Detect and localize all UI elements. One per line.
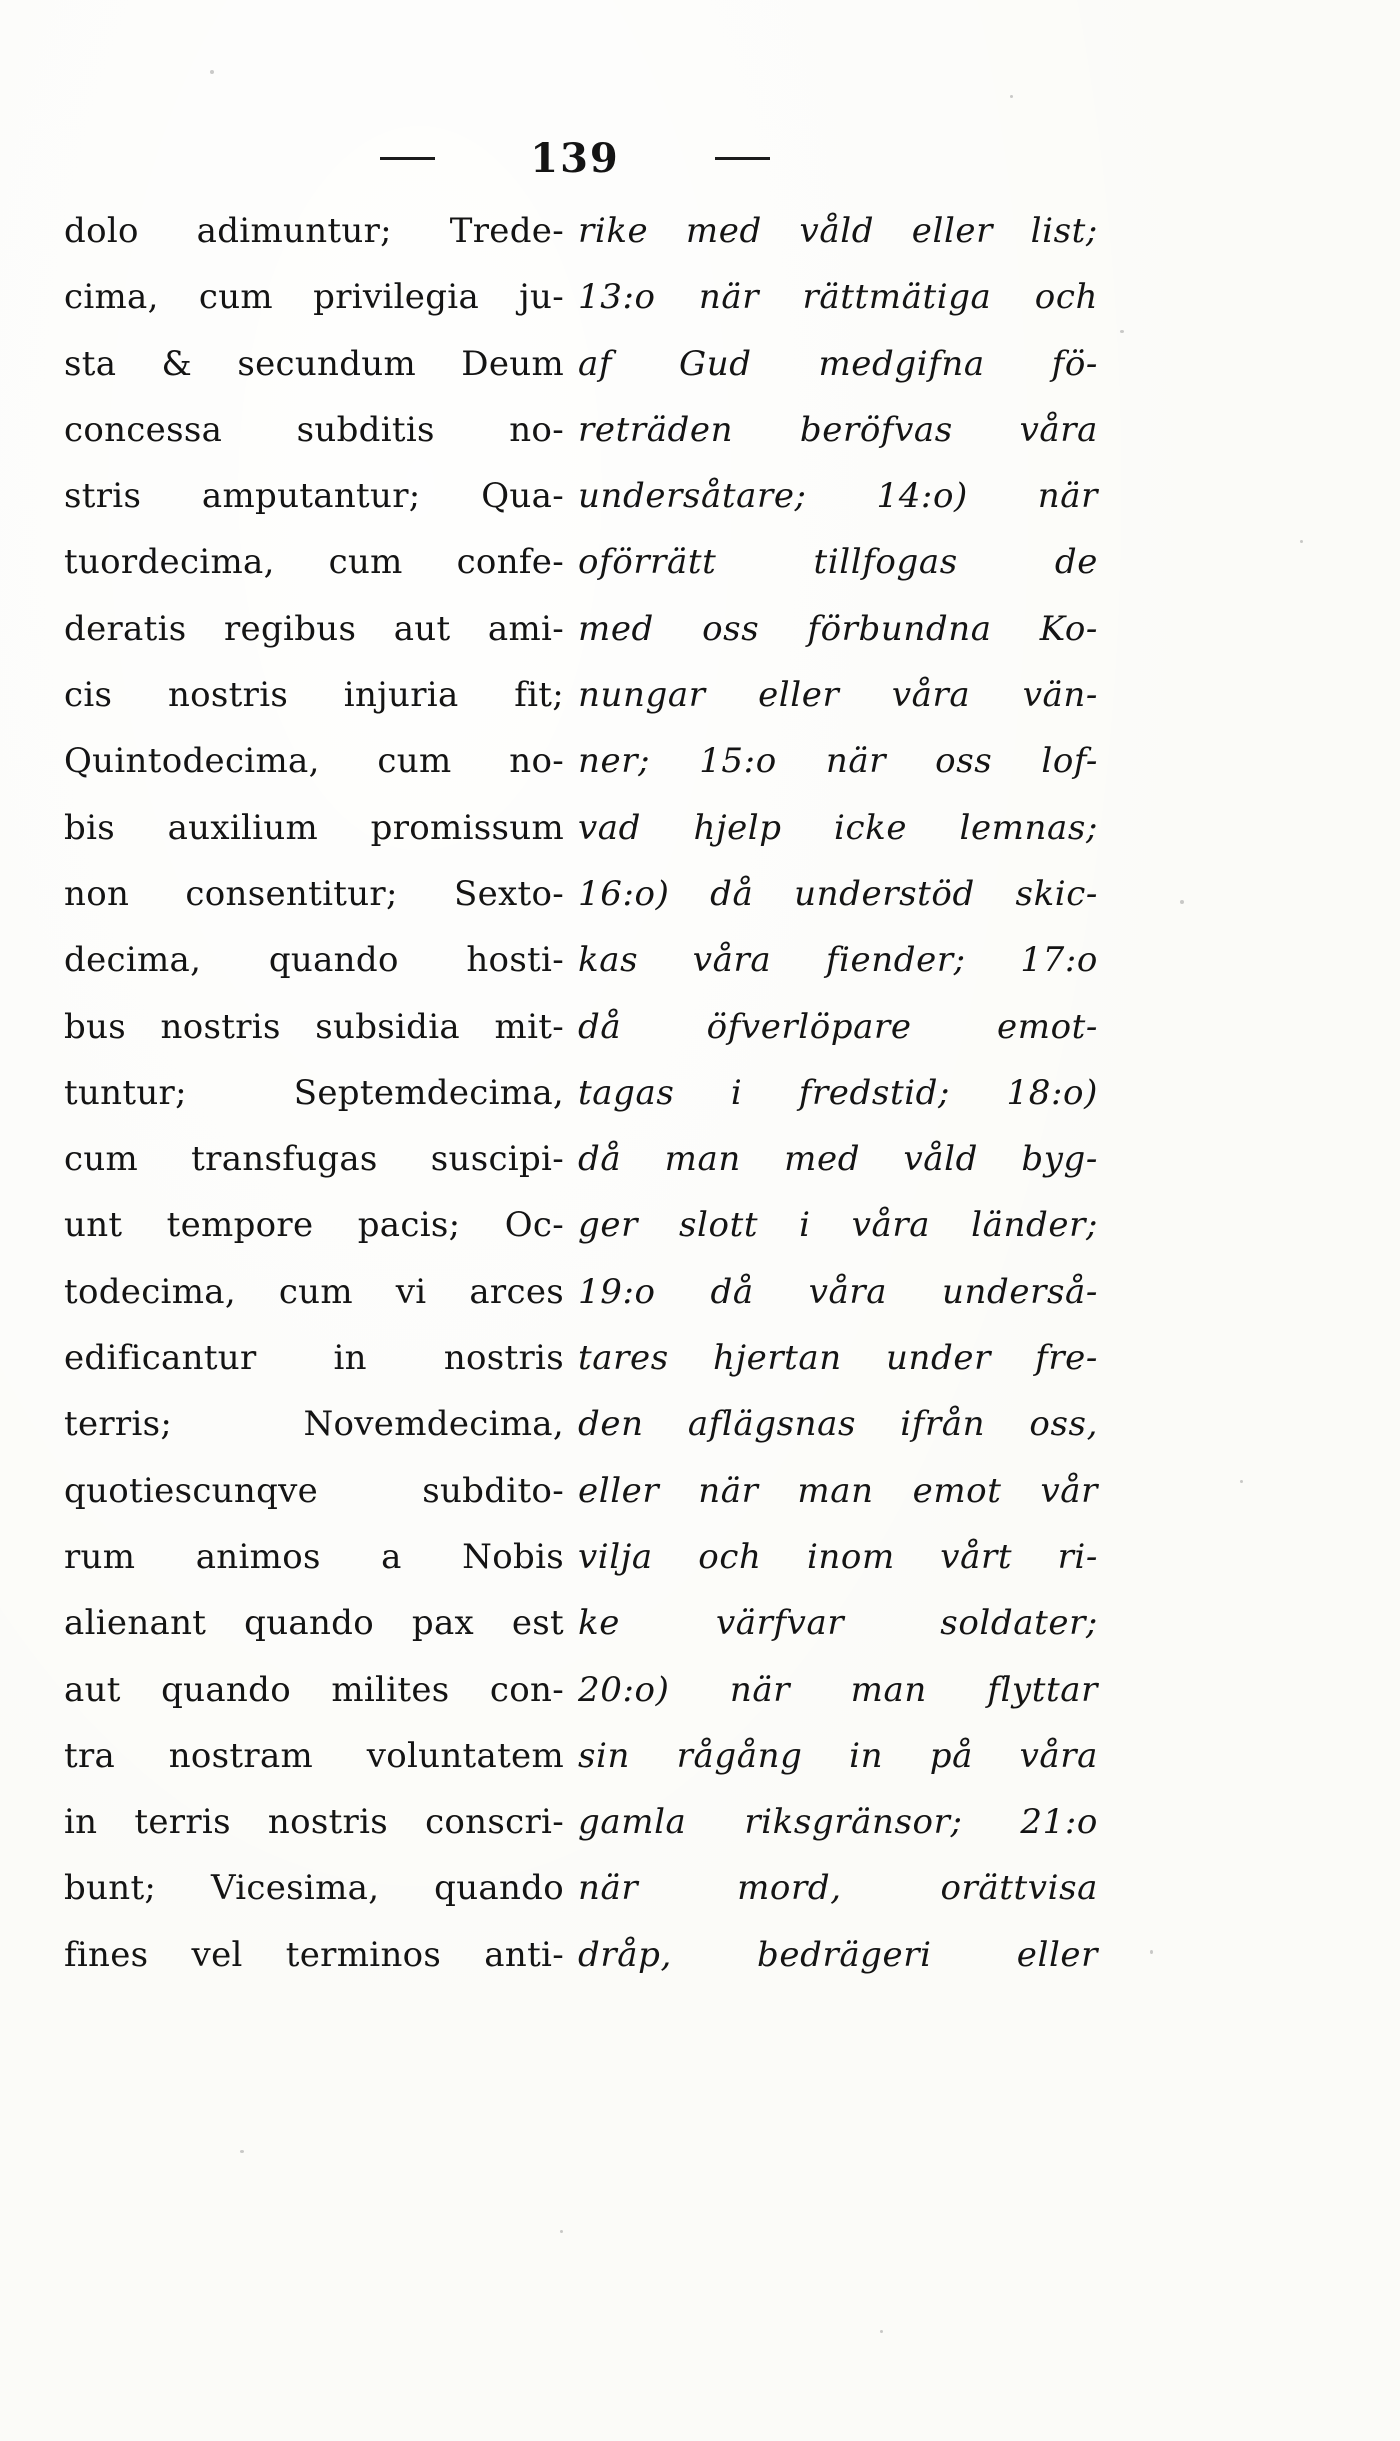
latin-line: alienant quando pax est (64, 1603, 564, 1644)
latin-line: concessa subditis no- (64, 409, 564, 450)
swedish-line: ner; 15:o när oss lof- (578, 741, 1098, 782)
latin-line: cis nostris injuria fit; (64, 675, 564, 716)
latin-line: aut quando milites con- (64, 1669, 564, 1710)
latin-line: stris amputantur; Qua- (64, 476, 564, 517)
swedish-line: vilja och inom vårt ri- (578, 1536, 1098, 1577)
latin-line: bus nostris subsidia mit- (64, 1006, 564, 1047)
latin-line: non consentitur; Sexto- (64, 873, 564, 914)
latin-line: bunt; Vicesima, quando (64, 1868, 564, 1909)
swedish-line: sin rågång in på våra (578, 1735, 1098, 1776)
swedish-line: tagas i fredstid; 18:o) (578, 1072, 1098, 1113)
swedish-line: dråp, bedrägeri eller (578, 1934, 1098, 1975)
swedish-line: 19:o då våra underså- (578, 1271, 1098, 1312)
swedish-line: då öfverlöpare emot- (578, 1006, 1098, 1047)
swedish-line: reträden beröfvas våra (578, 409, 1098, 450)
latin-line: Quintodecima, cum no- (64, 741, 564, 782)
latin-line: dolo adimuntur; Trede- (64, 211, 564, 251)
swedish-line: vad hjelp icke lemnas; (578, 807, 1098, 848)
swedish-line: tares hjertan under fre- (578, 1338, 1098, 1379)
swedish-line: undersåtare; 14:o) när (578, 476, 1098, 517)
latin-line: cima, cum privilegia ju- (64, 277, 564, 318)
swedish-line: ger slott i våra länder; (578, 1205, 1098, 1246)
swedish-line: eller när man emot vår (578, 1470, 1098, 1511)
latin-line: tuntur; Septemdecima, (64, 1072, 564, 1113)
header-dash-left (380, 157, 435, 160)
swedish-line: 13:o när rättmätiga och (578, 277, 1098, 318)
swedish-line: 20:o) när man flyttar (578, 1669, 1098, 1710)
latin-line: edificantur in nostris (64, 1338, 564, 1379)
latin-line: unt tempore pacis; Oc- (64, 1205, 564, 1246)
page-number: 139 (530, 134, 620, 182)
swedish-line: 16:o) då understöd skic- (578, 873, 1098, 914)
latin-line: cum transfugas suscipi- (64, 1139, 564, 1180)
swedish-line: kas våra fiender; 17:o (578, 940, 1098, 981)
latin-line: decima, quando hosti- (64, 940, 564, 981)
page-header (380, 128, 770, 188)
latin-line: tuordecima, cum confe- (64, 542, 564, 583)
swedish-line: ke värfvar soldater; (578, 1603, 1098, 1644)
latin-line: sta & secundum Deum (64, 343, 564, 384)
swedish-line: gamla riksgränsor; 21:o (578, 1802, 1098, 1843)
latin-line: todecima, cum vi arces (64, 1271, 564, 1312)
header-dash-right (715, 157, 770, 160)
latin-line: bis auxilium promissum (64, 807, 564, 848)
swedish-line: med oss förbundna Ko- (578, 608, 1098, 649)
latin-column (64, 198, 564, 1988)
latin-line: terris; Novemdecima, (64, 1404, 564, 1445)
latin-line: rum animos a Nobis (64, 1536, 564, 1577)
swedish-line: rike med våld eller list; (578, 211, 1098, 251)
swedish-line: den aflägsnas ifrån oss, (578, 1404, 1098, 1445)
swedish-line: när mord, orättvisa (578, 1868, 1098, 1909)
swedish-column (578, 198, 1098, 1988)
latin-line: in terris nostris conscri- (64, 1802, 564, 1843)
swedish-line: oförrätt tillfogas de (578, 542, 1098, 583)
swedish-line: nungar eller våra vän- (578, 675, 1098, 716)
latin-line: quotiescunqve subdito- (64, 1470, 564, 1511)
latin-line: tra nostram voluntatem (64, 1735, 564, 1776)
latin-line: fines vel terminos anti- (64, 1934, 564, 1975)
swedish-line: då man med våld byg- (578, 1139, 1098, 1180)
swedish-line: af Gud medgifna fö- (578, 343, 1098, 384)
latin-line: deratis regibus aut ami- (64, 608, 564, 649)
